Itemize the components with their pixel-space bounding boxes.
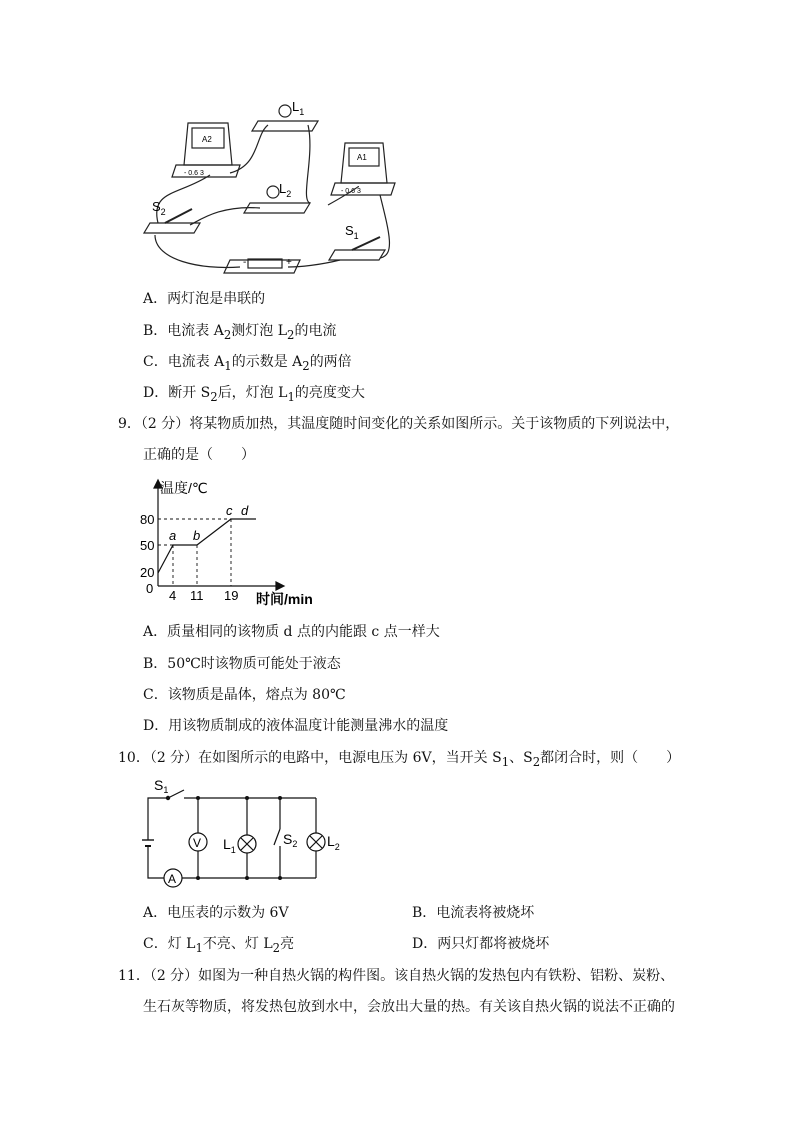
wire-left-bottom — [148, 846, 164, 878]
junction — [196, 796, 200, 800]
q9-option-c: C．该物质是晶体，熔点为 80℃ — [143, 687, 346, 703]
l2-bulb — [267, 186, 279, 198]
q10-option-c: C．灯 $L_1$不亮、灯 $L_2$亮 — [143, 936, 295, 955]
ytick-20: 20 — [140, 565, 155, 580]
ammeter-label: A — [168, 872, 177, 886]
point-a: a — [169, 528, 177, 543]
q10-option-b: B．电流表将被烧坏 — [412, 905, 535, 921]
wire-left-top — [148, 798, 166, 840]
s2-label: $S_2$ — [152, 199, 166, 217]
s2-label: $S_2$ — [283, 831, 298, 849]
chart-origin: 0 — [146, 581, 154, 596]
q8-option-c: C．电流表 $A_1$的示数是 $A_2$的两倍 — [143, 354, 352, 373]
xtick-4: 4 — [169, 588, 177, 603]
s2-lever — [165, 209, 192, 223]
q10-circuit-svg — [138, 774, 348, 892]
l2-label: $L_2$ — [279, 181, 292, 199]
junction — [196, 876, 200, 880]
q9-option-a: A．质量相同的该物质 d 点的内能跟 c 点一样大 — [143, 624, 440, 640]
junction — [278, 796, 282, 800]
a2-meter-body — [184, 123, 232, 165]
q10-stem: 10．（2 分）在如图所示的电路中，电源电压为 6V，当开关 $S_1$、$S_2$都闭合时，则（ ） — [118, 750, 681, 769]
xtick-19: 19 — [224, 588, 239, 603]
s1-blade — [168, 790, 184, 798]
q9-stem-line2: 正确的是（ ） — [143, 447, 255, 463]
ytick-80: 80 — [140, 512, 155, 527]
junction — [245, 796, 249, 800]
x-axis-arrow — [276, 582, 284, 590]
q8-option-d: D．断开 $S_2$后，灯泡 $L_1$的亮度变大 — [143, 385, 365, 404]
point-b: b — [193, 528, 201, 543]
q8-option-a: A．两灯泡是串联的 — [143, 291, 266, 307]
voltmeter-label: V — [193, 836, 202, 850]
chart-xlabel: 时间/min — [256, 591, 313, 607]
q9-option-b: B．50℃时该物质可能处于液态 — [143, 656, 341, 672]
xtick-11: 11 — [190, 588, 204, 603]
a2-face-label: A2 — [202, 135, 212, 144]
q10-circuit-figure — [138, 774, 348, 892]
q9-temperature-chart — [140, 476, 340, 611]
q8-circuit-figure — [140, 95, 400, 280]
s1-label: $S_1$ — [154, 777, 169, 795]
q11-stem-line2: 生石灰等物质，将发热包放到水中，会放出大量的热。有关该自热火锅的说法不正确的 — [143, 999, 675, 1015]
q8-circuit-svg — [140, 95, 400, 280]
a2-scale-label: - 0.6 3 — [184, 170, 204, 177]
a1-scale-label: - 0.6 3 — [341, 188, 361, 195]
s1-base — [329, 250, 385, 260]
l2-label: $L_2$ — [327, 833, 340, 852]
point-c: c — [226, 503, 233, 518]
battery-plus-label: + — [286, 257, 292, 268]
wire — [230, 125, 268, 173]
junction — [245, 876, 249, 880]
wire — [155, 235, 240, 268]
wire — [288, 260, 340, 267]
l1-bulb — [279, 105, 291, 117]
q9-stem-line1: 9．（2 分）将某物质加热，其温度随时间变化的关系如图所示。关于该物质的下列说法中， — [118, 416, 680, 432]
q9-chart-svg — [140, 476, 340, 611]
q8-option-b: B．电流表 $A_2$测灯泡 $L_2$的电流 — [143, 323, 337, 342]
battery-minus-label: - — [243, 257, 247, 268]
ytick-50: 50 — [140, 538, 155, 553]
a1-meter-body — [341, 143, 387, 183]
q10-option-a: A．电压表的示数为 6V — [143, 905, 289, 921]
wire — [190, 208, 260, 225]
chart-ylabel: 温度/℃ — [160, 480, 208, 496]
l1-label: $L_1$ — [292, 99, 305, 117]
l1-label: $L_1$ — [223, 836, 236, 855]
junction — [278, 876, 282, 880]
q10-option-d: D．两只灯都将被烧坏 — [412, 936, 550, 952]
wire — [380, 195, 389, 258]
a2-meter-base — [172, 165, 240, 177]
q11-stem-line1: 11．（2 分）如图为一种自热火锅的构件图。该自热火锅的发热包内有铁粉、铝粉、炭粉、 — [118, 968, 675, 984]
point-d: d — [241, 503, 249, 518]
a1-face-label: A1 — [357, 153, 367, 162]
wire — [306, 125, 310, 203]
s2-blade — [274, 829, 280, 845]
q9-option-d: D．用该物质制成的液体温度计能测量沸水的温度 — [143, 718, 449, 734]
s1-label: $S_1$ — [345, 223, 359, 241]
